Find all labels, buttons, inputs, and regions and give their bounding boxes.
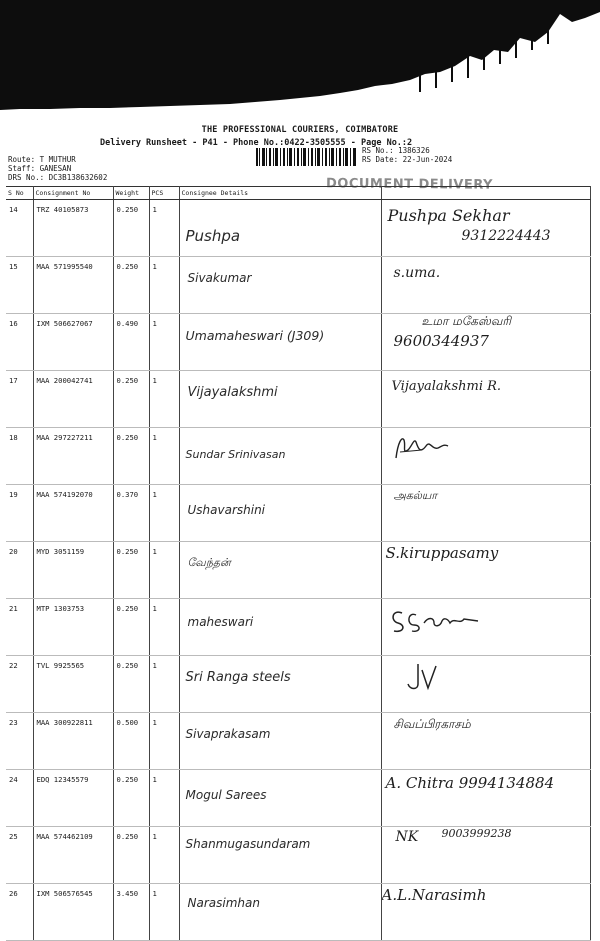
receiver-signature-cell (381, 656, 590, 713)
sno-cell: 18 (6, 428, 33, 485)
consignee-cell (179, 656, 381, 713)
table-row (6, 428, 590, 485)
sno-cell: 23 (6, 713, 33, 770)
weight-cell: 0.250 (113, 656, 149, 713)
table-row (6, 656, 590, 713)
receiver-signature: Pushpa Sekhar (387, 206, 510, 225)
receiver-signature-cell (381, 713, 590, 770)
receiver-signature: உமா மகேஸ்வரி (421, 314, 511, 328)
drs-number: DRS No.: DC3B138632602 (8, 173, 108, 182)
consignee-handwriting: Sivaprakasam (185, 727, 271, 741)
consignment-cell: MAA 300922811 (33, 713, 113, 770)
pcs-cell: 1 (149, 371, 179, 428)
rs-number: RS No.: 1386326 (362, 146, 430, 155)
signature-scribble (388, 605, 488, 635)
pcs-cell: 1 (149, 827, 179, 884)
route-label: Route: T MUTHUR (8, 155, 76, 164)
receiver-phone: 9312224443 (461, 228, 551, 244)
consignee-handwriting: Vijayalakshmi (187, 385, 278, 400)
col-consignment: Consignment No (33, 187, 113, 200)
weight-cell: 3.450 (113, 884, 149, 941)
col-consignee: Consignee Details (179, 187, 381, 200)
receiver-signature: A. Chitra 9994134884 (385, 774, 555, 792)
weight-cell: 0.500 (113, 713, 149, 770)
runsheet-line: Delivery Runsheet - P41 - Phone No.:0422-3505555 - Page No.:2 (100, 138, 413, 148)
consignee-handwriting: Narasimhan (187, 896, 260, 910)
weight-cell: 0.490 (113, 314, 149, 371)
consignee-cell (179, 314, 381, 371)
consignee-cell (179, 257, 381, 314)
consignee-handwriting: Sivakumar (187, 271, 252, 285)
staff-label: Staff: GANESAN (8, 164, 72, 173)
sno-cell: 20 (6, 542, 33, 599)
weight-cell: 0.250 (113, 428, 149, 485)
table-row (6, 599, 590, 656)
table-row (6, 770, 590, 827)
pcs-cell: 1 (149, 656, 179, 713)
weight-cell: 0.250 (113, 200, 149, 257)
consignment-cell: TRZ 40105873 (33, 200, 113, 257)
company-title: THE PROFESSIONAL COURIERS, COIMBATORE (201, 125, 399, 135)
table-row (6, 314, 590, 371)
sno-cell: 14 (6, 200, 33, 257)
sno-cell: 17 (6, 371, 33, 428)
consignee-handwriting: Ushavarshini (187, 503, 266, 517)
weight-cell: 0.250 (113, 770, 149, 827)
runsheet-table (6, 186, 591, 941)
consignment-cell: MYD 3051159 (33, 542, 113, 599)
receiver-signature-cell (381, 485, 590, 542)
sno-cell: 26 (6, 884, 33, 941)
barcode-graphic (256, 148, 356, 166)
receiver-signature: சிவப்பிரகாசம் (393, 717, 471, 731)
weight-cell: 0.250 (113, 827, 149, 884)
pcs-cell: 1 (149, 884, 179, 941)
consignee-handwriting: Mogul Sarees (185, 788, 267, 802)
receiver-signature: A.L.Narasimh (381, 886, 487, 904)
consignee-cell (179, 770, 381, 827)
consignment-cell: MAA 571995540 (33, 257, 113, 314)
receiver-phone: 9003999238 (441, 827, 512, 840)
consignment-cell: MTP 1303753 (33, 599, 113, 656)
consignment-cell: MAA 297227211 (33, 428, 113, 485)
table-row (6, 713, 590, 770)
receiver-signature: S.kiruppasamy (385, 544, 499, 562)
receiver-signature-cell (381, 428, 590, 485)
consignee-cell (179, 884, 381, 941)
pcs-cell: 1 (149, 200, 179, 257)
sno-cell: 22 (6, 656, 33, 713)
sno-cell: 24 (6, 770, 33, 827)
consignment-cell: MAA 574462109 (33, 827, 113, 884)
receiver-signature: s.uma. (393, 265, 441, 281)
consignee-handwriting: maheswari (187, 615, 254, 629)
consignment-cell: MAA 200042741 (33, 371, 113, 428)
consignment-cell: MAA 574192070 (33, 485, 113, 542)
document-delivery-stamp: DOCUMENT DELIVERY (325, 176, 494, 193)
scan-dark-edge (0, 0, 600, 110)
sno-cell: 21 (6, 599, 33, 656)
receiver-signature-cell (381, 884, 590, 941)
table-row (6, 485, 590, 542)
pcs-cell: 1 (149, 485, 179, 542)
sno-cell: 25 (6, 827, 33, 884)
signature-scribble (392, 432, 452, 462)
consignee-cell (179, 713, 381, 770)
consignee-handwriting: வேந்தன் (187, 556, 231, 569)
table-row (6, 257, 590, 314)
consignment-cell: IXM 506627067 (33, 314, 113, 371)
pcs-cell: 1 (149, 770, 179, 827)
consignment-cell: TVL 9925565 (33, 656, 113, 713)
col-pcs: PCS (149, 187, 179, 200)
col-receiver (381, 187, 590, 200)
consignee-cell (179, 371, 381, 428)
table-row (6, 542, 590, 599)
sno-cell: 16 (6, 314, 33, 371)
consignee-handwriting: Sri Ranga steels (185, 670, 291, 685)
consignee-cell (179, 599, 381, 656)
consignee-cell (179, 542, 381, 599)
table-row (6, 371, 590, 428)
col-weight: Weight (113, 187, 149, 200)
signature-scribble (402, 660, 442, 694)
receiver-signature-cell (381, 599, 590, 656)
receiver-signature-cell (381, 200, 590, 257)
table-row (6, 200, 590, 257)
consignment-cell: EDQ 12345579 (33, 770, 113, 827)
receiver-signature: Vijayalakshmi R. (391, 379, 502, 394)
weight-cell: 0.250 (113, 371, 149, 428)
consignee-cell (179, 827, 381, 884)
consignee-cell (179, 200, 381, 257)
sno-cell: 19 (6, 485, 33, 542)
consignee-cell (179, 485, 381, 542)
consignee-handwriting: Sundar Srinivasan (185, 448, 286, 461)
weight-cell: 0.370 (113, 485, 149, 542)
receiver-signature-cell (381, 770, 590, 827)
receiver-signature-cell (381, 542, 590, 599)
pcs-cell: 1 (149, 314, 179, 371)
col-sno: S No (6, 187, 33, 200)
weight-cell: 0.250 (113, 257, 149, 314)
table-row (6, 827, 590, 884)
pcs-cell: 1 (149, 599, 179, 656)
sno-cell: 15 (6, 257, 33, 314)
pcs-cell: 1 (149, 542, 179, 599)
receiver-signature-cell (381, 314, 590, 371)
receiver-signature-cell (381, 257, 590, 314)
rs-date: RS Date: 22-Jun-2024 (362, 155, 453, 164)
receiver-signature-cell (381, 371, 590, 428)
consignee-cell (179, 428, 381, 485)
weight-cell: 0.250 (113, 599, 149, 656)
receiver-initials: NK (395, 829, 419, 845)
weight-cell: 0.250 (113, 542, 149, 599)
table-header-row (6, 187, 590, 200)
receiver-signature: அகல்யா (393, 489, 438, 502)
consignment-cell: IXM 506576545 (33, 884, 113, 941)
receiver-signature-cell (381, 827, 590, 884)
receiver-phone: 9600344937 (393, 332, 489, 350)
consignee-handwriting: Pushpa (185, 227, 241, 245)
consignee-handwriting: Umamaheswari (J309) (185, 328, 325, 343)
table-row (6, 884, 590, 941)
pcs-cell: 1 (149, 257, 179, 314)
pcs-cell: 1 (149, 428, 179, 485)
consignee-handwriting: Shanmugasundaram (185, 837, 311, 851)
pcs-cell: 1 (149, 713, 179, 770)
